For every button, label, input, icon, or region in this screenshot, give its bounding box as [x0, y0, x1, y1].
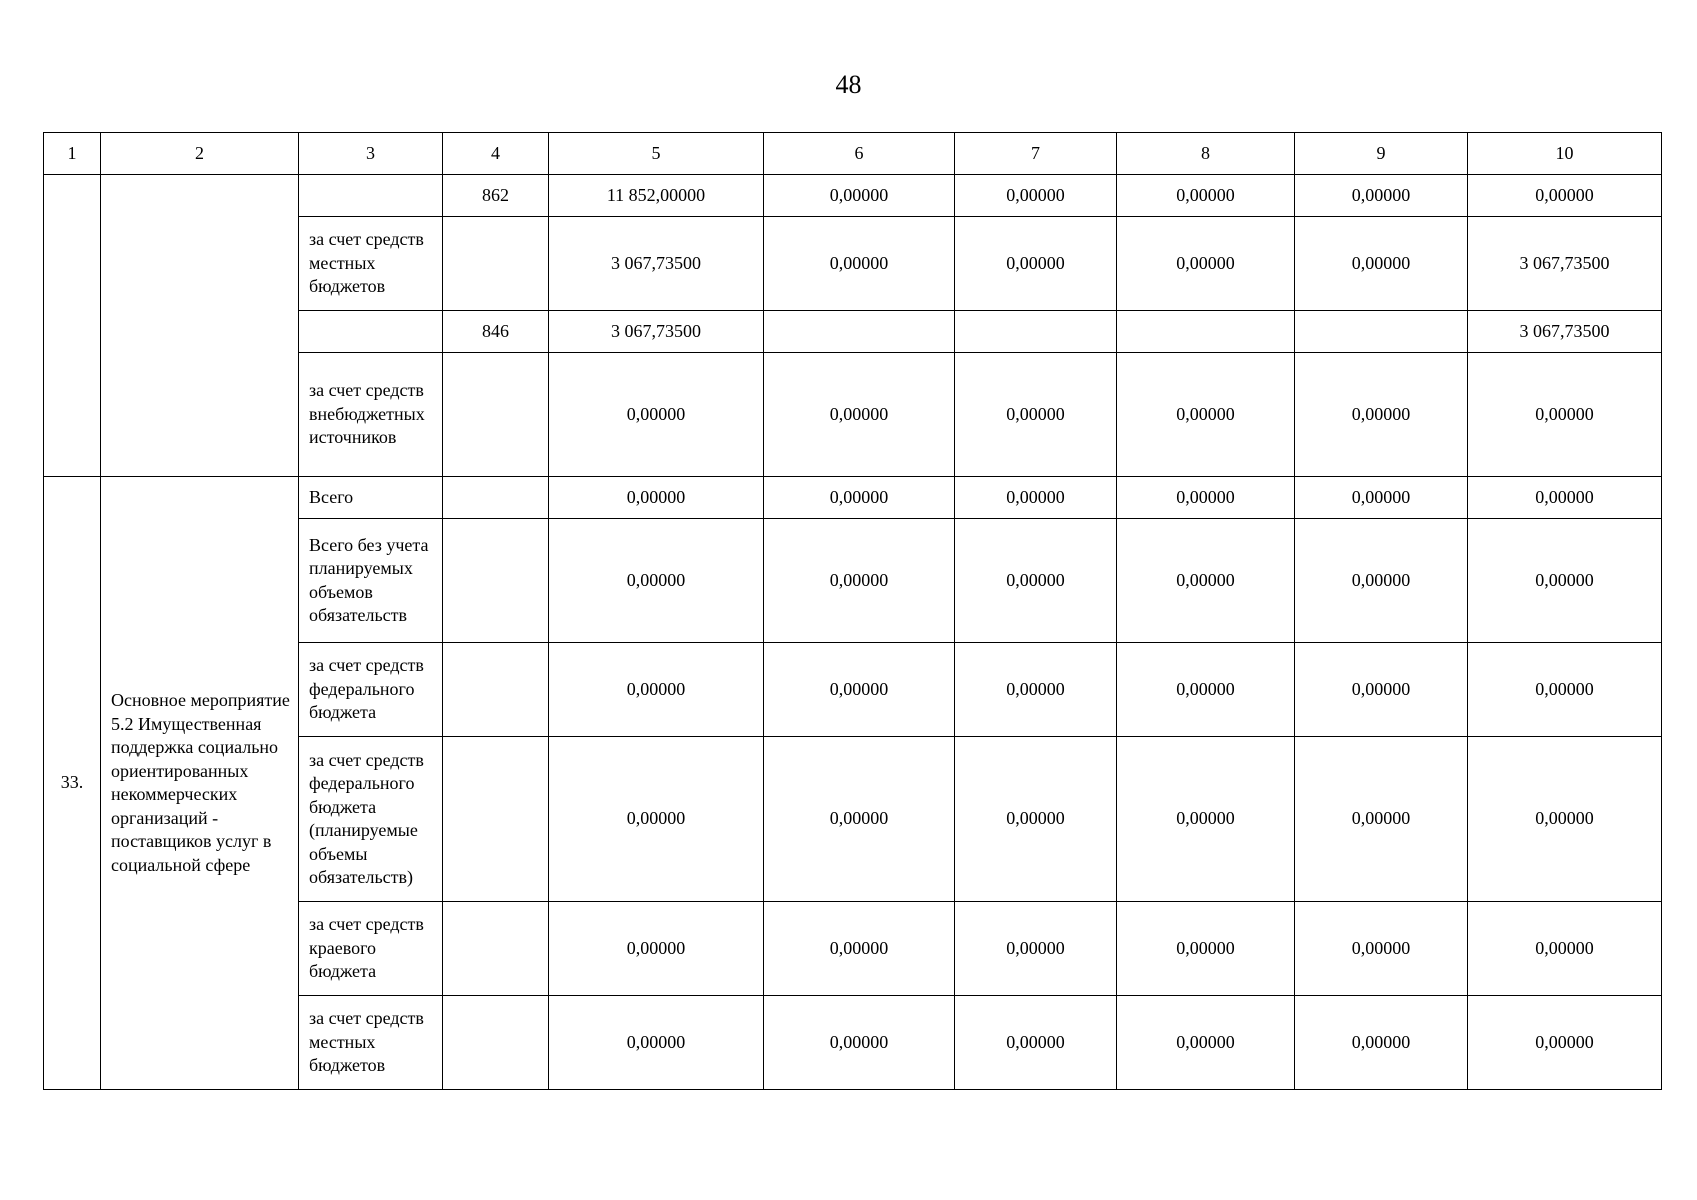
value-cell: 0,00000 [549, 519, 764, 643]
value-cell: 0,00000 [764, 217, 955, 311]
value-cell: 0,00000 [1295, 643, 1468, 737]
budget-code-cell [443, 737, 549, 902]
value-cell: 0,00000 [955, 175, 1117, 217]
budget-code-cell [443, 996, 549, 1090]
value-cell [955, 311, 1117, 353]
column-number: 9 [1295, 133, 1468, 175]
value-cell: 3 067,73500 [1468, 311, 1662, 353]
budget-table [43, 132, 1662, 1090]
column-number: 2 [101, 133, 299, 175]
value-cell: 0,00000 [955, 996, 1117, 1090]
funding-source-cell: за счет средств федерального бюджета [299, 643, 443, 737]
activity-name-cell [101, 175, 299, 477]
funding-source-cell: за счет средств местных бюджетов [299, 996, 443, 1090]
value-cell: 0,00000 [1295, 519, 1468, 643]
value-cell: 3 067,73500 [549, 311, 764, 353]
funding-source-cell: за счет средств местных бюджетов [299, 217, 443, 311]
budget-code-cell [443, 217, 549, 311]
value-cell: 0,00000 [1468, 737, 1662, 902]
value-cell: 0,00000 [1295, 175, 1468, 217]
budget-code-cell [443, 353, 549, 477]
funding-source-cell: Всего без учета планируемых объемов обязательств [299, 519, 443, 643]
value-cell: 0,00000 [764, 519, 955, 643]
value-cell: 0,00000 [1295, 217, 1468, 311]
value-cell: 3 067,73500 [1468, 217, 1662, 311]
value-cell: 0,00000 [549, 737, 764, 902]
value-cell: 0,00000 [1468, 996, 1662, 1090]
value-cell: 0,00000 [1295, 996, 1468, 1090]
value-cell: 0,00000 [549, 353, 764, 477]
value-cell: 0,00000 [549, 996, 764, 1090]
value-cell: 0,00000 [955, 737, 1117, 902]
budget-code-cell [443, 519, 549, 643]
value-cell: 0,00000 [1117, 175, 1295, 217]
table-row [44, 175, 1662, 217]
funding-source-cell [299, 311, 443, 353]
value-cell: 0,00000 [955, 643, 1117, 737]
column-number: 5 [549, 133, 764, 175]
value-cell: 0,00000 [549, 643, 764, 737]
budget-code-cell [443, 902, 549, 996]
value-cell: 0,00000 [1117, 902, 1295, 996]
column-number: 10 [1468, 133, 1662, 175]
value-cell: 0,00000 [1468, 175, 1662, 217]
value-cell: 0,00000 [1468, 643, 1662, 737]
funding-source-cell: за счет средств краевого бюджета [299, 902, 443, 996]
value-cell: 0,00000 [1468, 902, 1662, 996]
table-row [44, 477, 1662, 519]
value-cell: 0,00000 [1295, 737, 1468, 902]
value-cell [1295, 311, 1468, 353]
value-cell: 0,00000 [549, 902, 764, 996]
value-cell: 0,00000 [1117, 737, 1295, 902]
budget-code-cell: 846 [443, 311, 549, 353]
row-number-cell [44, 175, 101, 477]
column-number: 7 [955, 133, 1117, 175]
value-cell: 0,00000 [764, 996, 955, 1090]
value-cell: 0,00000 [1295, 477, 1468, 519]
budget-code-cell: 862 [443, 175, 549, 217]
row-number-cell: 33. [44, 477, 101, 1090]
value-cell: 0,00000 [1117, 477, 1295, 519]
value-cell: 0,00000 [549, 477, 764, 519]
budget-code-cell [443, 477, 549, 519]
value-cell: 0,00000 [1117, 217, 1295, 311]
value-cell: 0,00000 [1468, 353, 1662, 477]
funding-source-cell: за счет средств федерального бюджета (планируемые объемы обязательств) [299, 737, 443, 902]
column-number-row [44, 133, 1662, 175]
value-cell: 0,00000 [764, 175, 955, 217]
funding-source-cell: за счет средств внебюджетных источников [299, 353, 443, 477]
value-cell: 0,00000 [955, 519, 1117, 643]
value-cell [1117, 311, 1295, 353]
column-number: 3 [299, 133, 443, 175]
column-number: 1 [44, 133, 101, 175]
value-cell: 0,00000 [1295, 353, 1468, 477]
value-cell: 0,00000 [1468, 477, 1662, 519]
page-number: 48 [835, 70, 862, 99]
value-cell: 0,00000 [764, 477, 955, 519]
funding-source-cell: Всего [299, 477, 443, 519]
value-cell: 0,00000 [1117, 519, 1295, 643]
value-cell: 0,00000 [1468, 519, 1662, 643]
budget-code-cell [443, 643, 549, 737]
value-cell: 0,00000 [1117, 996, 1295, 1090]
activity-name-cell: Основное мероприятие 5.2 Имущественная поддержка социально ориентированных некоммерческих организаций - поставщиков услуг в социальной сфере [101, 477, 299, 1090]
column-number: 4 [443, 133, 549, 175]
value-cell: 0,00000 [764, 902, 955, 996]
value-cell: 0,00000 [764, 737, 955, 902]
value-cell: 0,00000 [764, 643, 955, 737]
value-cell: 0,00000 [1295, 902, 1468, 996]
column-number: 8 [1117, 133, 1295, 175]
funding-source-cell [299, 175, 443, 217]
value-cell: 0,00000 [955, 477, 1117, 519]
value-cell: 11 852,00000 [549, 175, 764, 217]
value-cell: 0,00000 [764, 353, 955, 477]
value-cell: 0,00000 [955, 902, 1117, 996]
value-cell: 0,00000 [1117, 643, 1295, 737]
value-cell [764, 311, 955, 353]
column-number: 6 [764, 133, 955, 175]
value-cell: 0,00000 [955, 353, 1117, 477]
value-cell: 0,00000 [1117, 353, 1295, 477]
value-cell: 0,00000 [955, 217, 1117, 311]
value-cell: 3 067,73500 [549, 217, 764, 311]
